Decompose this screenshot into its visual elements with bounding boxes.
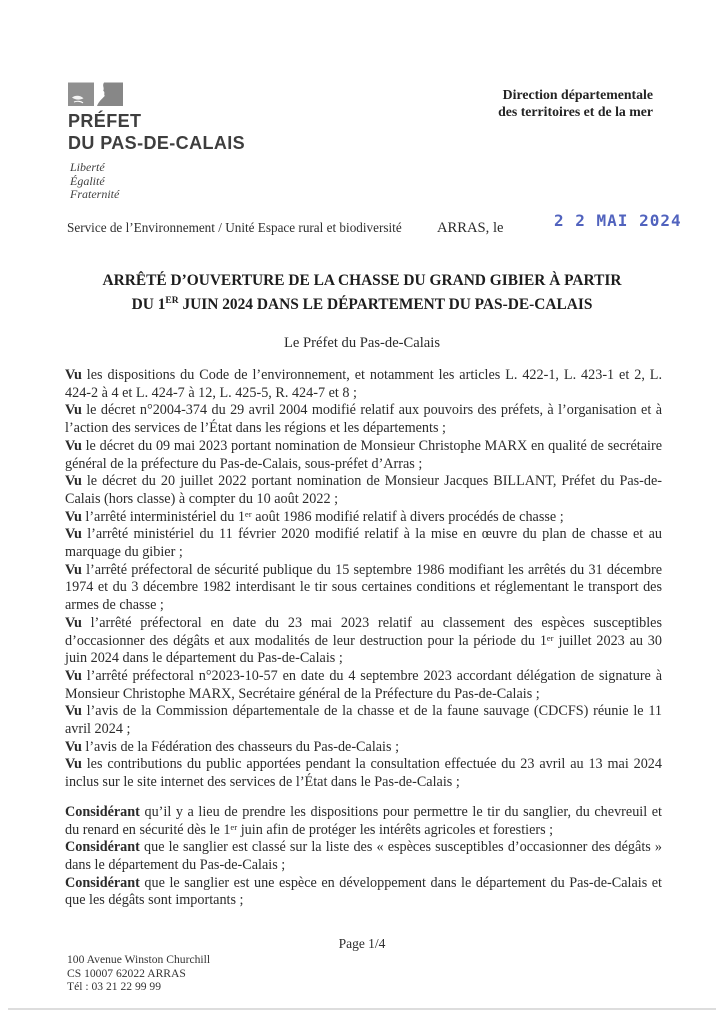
document-subtitle: Le Préfet du Pas-de-Calais — [283, 335, 441, 351]
prefet-line1: PRÉFET — [68, 111, 142, 131]
vu-paragraph — [65, 562, 662, 615]
prefet-line2: DU PAS-DE-CALAIS — [68, 133, 246, 153]
considerant-text: qu’il y a lieu de prendre les dispositions pour permettre le tir du sanglier, du chevreuil et du renard en sécurité dès le 1ᵉʳ juin afin de protéger les intérêts agricoles et forestiers ; — [65, 803, 662, 838]
considerant-text: que le sanglier est classé sur la liste des « espèces susceptibles d’occasionner des dégâts » dans le département du Pas-de-Calais ; — [65, 839, 662, 873]
scan-artifact-line — [8, 1008, 716, 1010]
vu-lead: Vu — [65, 402, 82, 419]
title-line2-superscript: ER — [165, 296, 179, 306]
direction-line1: Direction départementale — [502, 87, 653, 102]
vu-text: le décret du 09 mai 2023 portant nomination de Monsieur Christophe MARX en qualité de secrétaire général de la préfecture du Pas-de-Calais, sous-préfet d’Arras ; — [65, 437, 662, 472]
direction-departementale — [498, 87, 653, 120]
vu-text: le décret du 20 juillet 2022 portant nomination de Monsieur Jacques BILLANT, Préfet du Pas-de-Calais (hors classe) à compter du 10 août 2022 ; — [65, 473, 662, 507]
service-unit-label: Service de l’Environnement / Unité Espace rural et biodiversité — [67, 220, 402, 235]
vu-text: les contributions du public apportées pendant la consultation effectuée du 23 avril au 13 mai 2024 inclus sur le site internet des services de l’État dans le Pas-de-Calais ; — [65, 756, 662, 791]
vu-paragraph — [65, 367, 662, 402]
title-line2 — [40, 291, 684, 315]
city-date-label: ARRAS, le — [437, 220, 504, 236]
considerant-lead: Considérant — [65, 839, 140, 856]
vu-paragraph — [65, 526, 662, 561]
vu-lead: Vu — [65, 561, 82, 578]
address-line-1: 100 Avenue Winston Churchill — [67, 953, 211, 966]
vu-lead: Vu — [65, 756, 82, 773]
republic-motto — [70, 161, 119, 202]
vu-paragraph — [65, 509, 662, 527]
vu-paragraph — [65, 473, 662, 508]
motto-liberte: Liberté — [70, 160, 105, 174]
footer-address — [67, 953, 210, 994]
considerant-paragraph — [65, 804, 662, 839]
vu-text: le décret n°2004-374 du 29 avril 2004 modifié relatif aux pouvoirs des préfets, à l’organisation et à l’action des services de l’État dans les régions et les départements ; — [65, 402, 662, 437]
motto-egalite: Égalité — [70, 173, 105, 188]
vu-text: l’arrêté préfectoral en date du 23 mai 2023 relatif au classement des espèces susceptibles d’occasionner des dégâts et aux modalités de leur destruction pour la période du 1ᵉʳ juillet 2023 au 30 juin 2024 dans le département du Pas-de-Calais ; — [65, 614, 662, 667]
vu-paragraph — [65, 402, 662, 437]
vu-text: l’avis de la Fédération des chasseurs du Pas-de-Calais ; — [81, 738, 400, 755]
direction-line2: des territoires et de la mer — [498, 103, 653, 119]
considerant-paragraph — [65, 875, 662, 910]
considerant-paragraph — [65, 839, 662, 874]
vu-text: l’arrêté interministériel du 1ᵉʳ août 1986 modifié relatif à divers procédés de chasse ; — [81, 508, 564, 525]
vu-lead: Vu — [65, 703, 82, 720]
considerant-text: que le sanglier est une espèce en développement dans le département du Pas-de-Calais et que les dégâts sont importants ; — [65, 874, 662, 909]
vu-paragraph — [65, 668, 662, 703]
document-title — [40, 271, 684, 315]
vu-paragraph — [65, 703, 662, 738]
vu-lead: Vu — [65, 738, 82, 755]
vu-text: l’arrêté préfectoral de sécurité publique du 15 septembre 1986 modifiant les arrêtés du 31 décembre 1974 et du 3 décembre 1982 interdisant le tir sous certaines conditions et réglementant le transport des armes de chasse ; — [65, 561, 662, 614]
vu-text: les dispositions du Code de l’environnement, et notamment les articles L. 422-1, L. 423-1 et 2, L. 424-2 à 4 et L. 424-7 à 12, L. 425-5, R. 424-7 et 8 ; — [65, 367, 662, 401]
marianne-logo — [68, 82, 124, 108]
address-line-3: Tél : 03 21 22 99 99 — [67, 980, 162, 993]
document-body — [65, 367, 662, 910]
vu-lead: Vu — [65, 437, 82, 454]
vu-paragraph — [65, 739, 662, 757]
vu-text: l’arrêté préfectoral n°2023-10-57 en date du 4 septembre 2023 accordant délégation de signature à Monsieur Christophe MARX, Secrétaire général de la Préfecture du Pas-de-Calais ; — [65, 667, 662, 702]
vu-lead: Vu — [65, 473, 82, 490]
title-line1: ARRÊTÉ D’OUVERTURE DE LA CHASSE DU GRAND GIBIER À PARTIR — [102, 272, 622, 289]
prefet-wordmark — [68, 110, 245, 154]
vu-text: l’avis de la Commission départementale de la chasse et de la faune sauvage (CDCFS) réunie le 11 avril 2024 ; — [65, 703, 662, 738]
vu-paragraph — [65, 756, 662, 791]
considerant-lead: Considérant — [65, 874, 140, 891]
marianne-flag-icon — [68, 82, 124, 108]
vu-lead: Vu — [65, 614, 82, 631]
title-line2-pre: DU 1 — [131, 296, 166, 314]
page-number: Page 1/4 — [338, 936, 386, 951]
vu-lead: Vu — [65, 526, 82, 543]
vu-text: l’arrêté ministériel du 11 février 2020 modifié relatif à la mise en œuvre du plan de chasse et au marquage du gibier ; — [65, 526, 662, 561]
title-line2-post: JUIN 2024 DANS LE DÉPARTEMENT DU PAS-DE-CALAIS — [178, 296, 593, 314]
vu-lead: Vu — [65, 367, 82, 383]
date-stamp: 2 2 MAI 2024 — [554, 211, 682, 230]
considerant-section — [65, 804, 662, 910]
motto-fraternite: Fraternité — [70, 187, 120, 201]
vu-paragraph — [65, 615, 662, 668]
vu-paragraph — [65, 438, 662, 473]
considerant-lead: Considérant — [65, 803, 140, 820]
address-line-2: CS 10007 62022 ARRAS — [67, 966, 186, 980]
vu-lead: Vu — [65, 667, 82, 684]
vu-lead: Vu — [65, 508, 82, 525]
vu-section — [65, 367, 662, 792]
